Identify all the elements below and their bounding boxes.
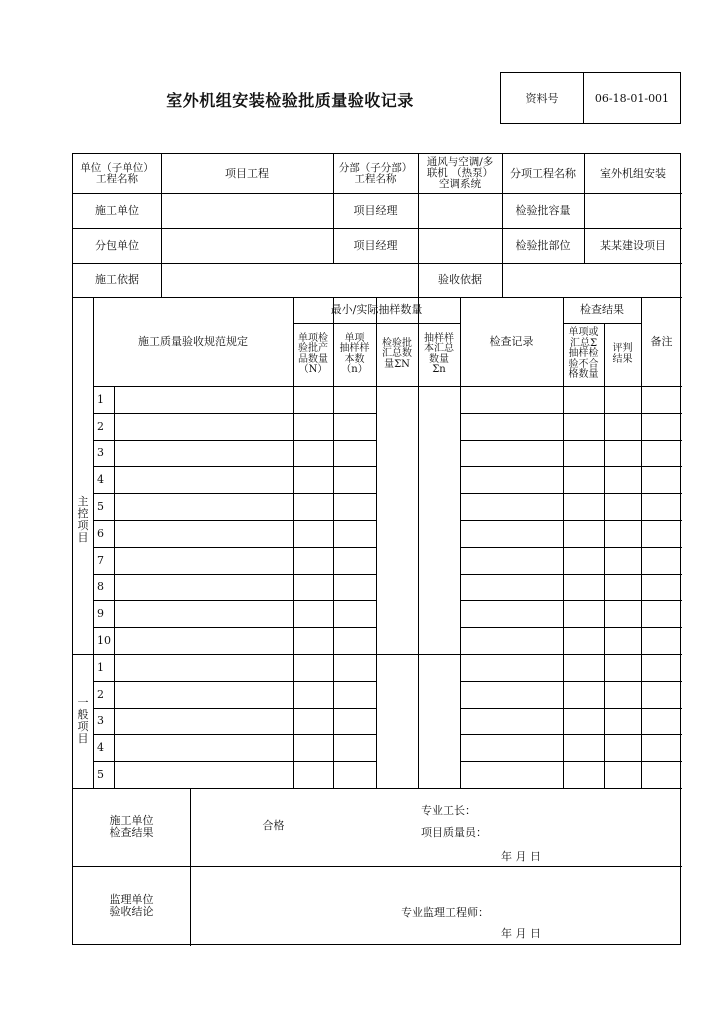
supervision-conclusion-label: 监理单位 验收结论 xyxy=(109,893,154,918)
grid-line xyxy=(93,466,376,467)
construction-basis-label: 施工依据 xyxy=(95,273,139,286)
main-row-number: 5 xyxy=(97,499,104,513)
main-control-items-label: 主 控 项 目 xyxy=(77,495,89,544)
grid-line xyxy=(460,627,682,628)
main-row-number: 2 xyxy=(97,419,104,433)
remarks-header: 备注 xyxy=(650,334,673,348)
grid-line xyxy=(93,386,682,387)
grid-line xyxy=(460,574,682,575)
unit-name-value: 项目工程 xyxy=(225,166,269,180)
inspection-record-header: 检查记录 xyxy=(489,334,534,348)
batch-location-value: 某某建设项目 xyxy=(600,238,666,252)
grid-line xyxy=(502,263,503,297)
grid-line xyxy=(604,323,605,788)
batch-capacity-label: 检验批容量 xyxy=(515,203,571,217)
grid-line xyxy=(73,263,682,264)
grid-line xyxy=(93,440,376,441)
grid-line xyxy=(114,386,115,788)
grid-line xyxy=(93,493,376,494)
grid-line xyxy=(460,493,682,494)
general-items-label: 一 般 项 目 xyxy=(77,696,89,745)
inspection-form-table xyxy=(72,153,681,945)
grid-line xyxy=(93,627,376,628)
grid-line xyxy=(93,761,376,762)
single-batch-quantity-header: 单项检 验批产 品数量 （N） xyxy=(298,332,328,375)
grid-line xyxy=(93,681,376,682)
batch-location-label: 检验批部位 xyxy=(515,238,571,252)
main-row-number: 6 xyxy=(97,526,104,540)
main-row-number: 8 xyxy=(97,580,104,593)
grid-line xyxy=(460,466,682,467)
construction-unit-label: 施工单位 xyxy=(95,203,139,217)
grid-line xyxy=(418,193,419,263)
grid-line xyxy=(190,788,191,946)
doc-number-label: 资料号 xyxy=(501,73,584,123)
main-row-number: 9 xyxy=(97,606,104,620)
grid-line xyxy=(460,708,682,709)
grid-line xyxy=(460,681,682,682)
grid-line xyxy=(73,654,682,655)
grid-line xyxy=(460,761,682,762)
unit-name-label: 单位（子单位） 工程名称 xyxy=(80,161,154,185)
grid-line xyxy=(93,574,376,575)
general-row-number: 3 xyxy=(97,714,104,727)
construction-date-label: 年 月 日 xyxy=(501,849,541,863)
quality-inspector-signature-label: 项目质量员： xyxy=(421,826,487,839)
foreman-signature-label: 专业工长： xyxy=(421,804,476,817)
grid-line xyxy=(93,413,376,414)
supervising-engineer-signature-label: 专业监理工程师： xyxy=(401,906,489,919)
batch-total-quantity-header: 检验批 汇总数 量ΣN xyxy=(382,337,412,370)
grid-line xyxy=(460,520,682,521)
grid-line xyxy=(460,734,682,735)
subdivision-name-label: 分部（子分部） 工程名称 xyxy=(338,161,413,185)
grid-line xyxy=(460,440,682,441)
subdivision-name-value: 通风与空调/多 联机 （热泵） 空调系统 xyxy=(426,156,494,190)
main-row-number: 1 xyxy=(97,392,104,406)
nonconforming-count-header: 单项或 汇总Σ 抽样检 验不合 格数量 xyxy=(568,327,599,381)
doc-number-box xyxy=(500,72,681,124)
main-row-number: 4 xyxy=(97,472,104,486)
spec-header: 施工质量验收规范规定 xyxy=(138,334,248,348)
construction-check-result: 合格 xyxy=(262,819,285,832)
grid-line xyxy=(460,547,682,548)
acceptance-basis-label: 验收依据 xyxy=(438,273,482,286)
main-row-number: 10 xyxy=(97,633,111,647)
form-title: 室外机组安装检验批质量验收记录 xyxy=(166,91,414,110)
grid-line xyxy=(93,708,376,709)
supervision-date-label: 年 月 日 xyxy=(501,926,541,940)
main-row-number: 3 xyxy=(97,446,104,459)
grid-line xyxy=(93,520,376,521)
item-name-value: 室外机组安装 xyxy=(600,166,666,180)
construction-check-label: 施工单位 检查结果 xyxy=(109,814,154,839)
general-row-number: 5 xyxy=(97,767,104,781)
sample-total-count-header: 抽样样 本汇总 数量 Σn xyxy=(424,332,454,375)
project-manager-label: 项目经理 xyxy=(353,203,398,217)
grid-line xyxy=(93,734,376,735)
grid-line xyxy=(460,413,682,414)
grid-line xyxy=(93,547,376,548)
subcontract-unit-label: 分包单位 xyxy=(95,238,139,252)
grid-line xyxy=(460,600,682,601)
general-row-number: 1 xyxy=(97,660,104,674)
main-row-number: 7 xyxy=(97,553,104,567)
grid-line xyxy=(161,263,162,297)
judgement-header: 评判 结果 xyxy=(612,343,633,365)
sample-count-header: 最小/实际抽样数量 xyxy=(330,303,423,316)
item-name-label: 分项工程名称 xyxy=(510,166,576,180)
inspection-result-header: 检查结果 xyxy=(580,303,624,316)
single-sample-count-header: 单项 抽样样 本数 （n） xyxy=(339,332,370,375)
doc-number-value: 06-18-01-001 xyxy=(594,91,670,105)
general-row-number: 4 xyxy=(97,740,104,754)
project-manager-label-2: 项目经理 xyxy=(353,238,398,252)
grid-line xyxy=(161,193,162,263)
general-row-number: 2 xyxy=(97,687,104,701)
grid-line xyxy=(93,600,376,601)
